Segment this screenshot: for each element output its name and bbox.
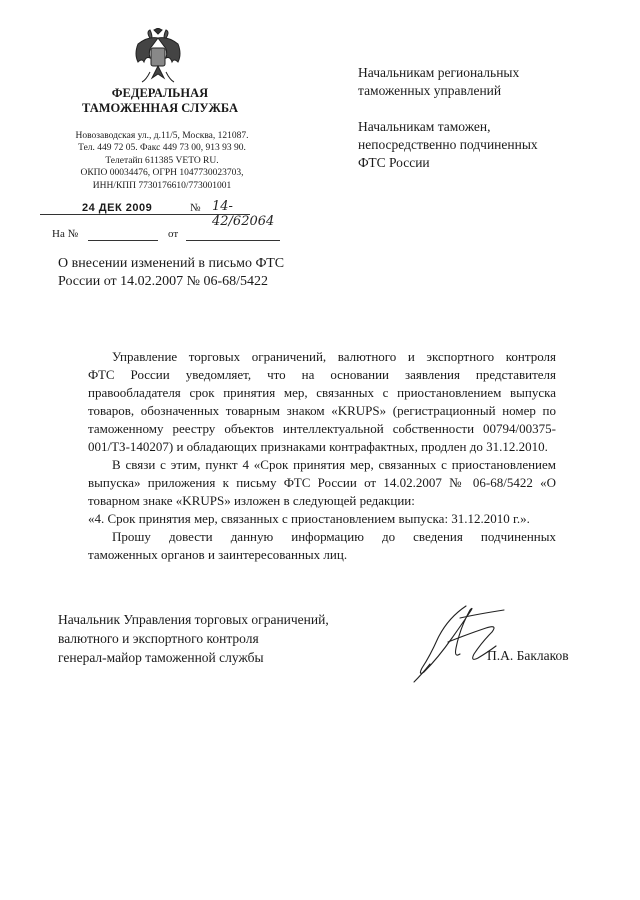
agency-name xyxy=(70,86,250,116)
reference-label: На № xyxy=(52,228,79,240)
body-line: 001/ТЗ-140207) и обладающих признаками контрафактных, продлен до 31.12.2010. xyxy=(88,439,548,454)
body-line: таможенных органов и заинтересованных лиц. xyxy=(88,547,348,562)
body-line: таможенному реестру объектов интеллектуальной собственности 00794/00375- xyxy=(88,421,556,436)
contact-line: Телетайп 611385 VETO RU. xyxy=(105,155,219,166)
addressee-regional xyxy=(358,64,608,100)
signatory-title xyxy=(58,610,388,667)
body-line: Управление торговых ограничений, валютного и экспортного контроля xyxy=(112,349,556,364)
body-line: товаров, обозначенных товарным знаком «KRUPS» (регистрационный номер по xyxy=(88,403,556,418)
agency-line-1: ФЕДЕРАЛЬНАЯ xyxy=(111,86,209,100)
addressee-line: Начальникам таможен, xyxy=(358,119,491,134)
reference-from-label: от xyxy=(168,228,179,240)
reference-number-blank xyxy=(88,240,158,241)
agency-line-2: ТАМОЖЕННАЯ СЛУЖБА xyxy=(82,101,238,115)
contact-line: Тел. 449 72 05. Факс 449 73 00, 913 93 90. xyxy=(78,143,246,154)
contact-line: Новозаводская ул., д.11/5, Москва, 121087. xyxy=(75,131,249,141)
body-line: товарном знаке «KRUPS» изложен в следующей редакции: xyxy=(88,493,415,508)
body-line: выпуска» приложения к письму ФТС России от 14.02.2007 № 06-68/5422 «О xyxy=(88,475,556,490)
registration-number-label: № xyxy=(190,202,201,214)
reference-line xyxy=(52,228,282,246)
addressee-line: непосредственно подчиненных xyxy=(358,137,538,152)
addressee-customs xyxy=(358,118,608,172)
reference-date-blank xyxy=(186,240,280,241)
contact-line: ИНН/КПП 7730176610/773001001 xyxy=(92,180,232,191)
handwritten-signature-icon xyxy=(408,598,518,684)
letter-subject xyxy=(58,255,318,291)
body-line: Прошу довести данную информацию до сведения подчиненных xyxy=(112,529,556,544)
addressee-line: таможенных управлений xyxy=(358,83,502,98)
registration-underline xyxy=(40,214,250,215)
registration-date: 24 ДЕК 2009 xyxy=(82,202,153,214)
contact-line: ОКПО 00034476, ОГРН 1047730023703, xyxy=(80,168,244,179)
body-line: правообладателя срок принятия мер, связанных с приостановлением выпуска xyxy=(88,385,556,400)
addressee-line: Начальникам региональных xyxy=(358,65,520,80)
agency-contacts xyxy=(52,130,272,192)
signatory-title-line: валютного и экспортного контроля xyxy=(58,631,259,646)
signatory-title-line: генерал-майор таможенной службы xyxy=(58,650,264,665)
body-line: ФТС России уведомляет, что на основании заявления представителя xyxy=(88,367,556,382)
subject-line: О внесении изменений в письмо ФТС xyxy=(58,256,285,271)
body-quote: «4. Срок принятия мер, связанных с приостановлением выпуска: 31.12.2010 г.». xyxy=(88,511,530,526)
addressee-line: ФТС России xyxy=(358,155,430,170)
registration-number: 14-42/62064 xyxy=(212,199,275,229)
body-line: В связи с этим, пункт 4 «Срок принятия мер, связанных с приостановлением xyxy=(112,457,556,472)
subject-line: России от 14.02.2007 № 06-68/5422 xyxy=(58,274,269,289)
letter-body xyxy=(88,348,556,564)
registration-line xyxy=(40,199,280,229)
signatory-title-line: Начальник Управления торговых ограничений, xyxy=(58,612,329,627)
signatory-name: П.А. Баклаков xyxy=(487,648,569,663)
russian-eagle-emblem-icon xyxy=(132,28,184,86)
